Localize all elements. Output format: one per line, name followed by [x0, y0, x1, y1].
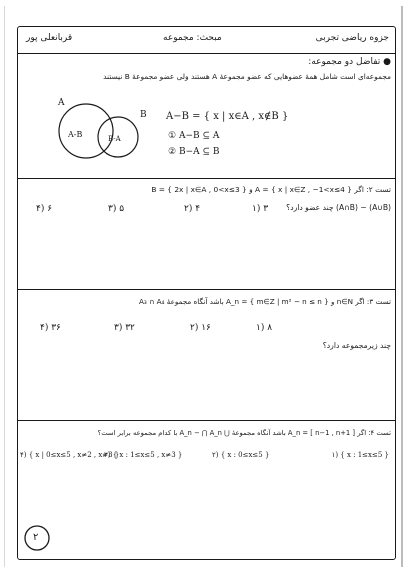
property-2 — [168, 147, 219, 157]
divider-2 — [18, 289, 395, 290]
question-2-option-1[interactable]: ۱) ۳ — [252, 204, 269, 214]
venn-label-b: B — [140, 110, 147, 120]
question-3-option-1[interactable]: ۱) ۸ — [256, 323, 273, 333]
divider-1 — [18, 178, 395, 179]
definition-text: مجموعه‌ای است شامل همهٔ عضوهایی که عضو مجموعهٔ A هستند ولی عضو مجموعهٔ B نیستند — [103, 72, 391, 81]
header-right-title: جزوه ریاضی تجربی — [315, 33, 389, 43]
venn-label-a: A — [58, 98, 65, 108]
question-4-option-1[interactable]: ۱) { x : 1≤x≤5 } — [331, 451, 389, 459]
question-2-option-4[interactable]: ۴) ۶ — [36, 204, 53, 214]
property-2-number: ② — [168, 147, 177, 157]
bullet-dot: ● — [383, 57, 391, 67]
venn-diagram — [48, 89, 158, 169]
question-4-option-4[interactable]: ۴) { x | 0≤x≤5 , x≠2 , x≠3 } — [20, 451, 120, 459]
question-2-option-3[interactable]: ۳) ۵ — [108, 204, 125, 214]
question-2-statement: تست ۲: اگر A = { x | x∈Z , −1<x≤4 } و B = { 2x | x∈A , 0<x≤3 } — [151, 185, 391, 194]
document-page — [4, 6, 403, 567]
question-3-statement: تست ۳: اگر n∈N و A_n = { m∈Z | m² − n ≤ n } باشد آنگاه مجموعهٔ A₃ ∩ A₄ — [139, 297, 391, 306]
divider-3 — [18, 420, 395, 421]
header-left-title: قربانعلی پور — [26, 33, 73, 43]
section-title-text: تفاضل دو مجموعه: — [308, 57, 381, 67]
page-number: ۲ — [33, 532, 39, 543]
property-2-text: B−A ⊆ B — [178, 147, 220, 157]
question-3-prompt: چند زیرمجموعه دارد؟ — [322, 341, 391, 350]
question-3-option-2[interactable]: ۲) ۱۶ — [190, 323, 211, 333]
property-1 — [168, 131, 219, 141]
question-3-option-3[interactable]: ۳) ۳۲ — [114, 323, 135, 333]
question-2-option-2[interactable]: ۲) ۴ — [184, 204, 201, 214]
question-3-option-4[interactable]: ۴) ۳۶ — [40, 323, 61, 333]
section-title — [308, 57, 391, 67]
header-center-title: مبحث: مجموعه — [163, 33, 222, 43]
page-frame — [17, 26, 396, 560]
venn-region-a-minus-b: A-B — [68, 130, 83, 139]
property-1-text: A−B ⊆ A — [178, 131, 220, 141]
question-4-statement: تست ۴: اگر A_n = [ n−1 , n+1 ] باشد آنگاه مجموعهٔ ⋃ A_n − ⋂ A_n با کدام مجموعه برابر است؟ — [97, 429, 391, 437]
question-2-prompt: (A∪B) − (A∩B) چند عضو دارد؟ — [286, 203, 391, 212]
difference-formula: A−B = { x | x∈A , x∉B } — [166, 111, 289, 122]
question-4-option-3[interactable]: ۳) { x : 1≤x≤5 , x≠3 } — [104, 451, 183, 459]
question-4-option-2[interactable]: ۲) { x : 0≤x≤5 } — [212, 451, 270, 459]
property-1-number: ① — [168, 131, 177, 141]
venn-region-b-minus-a: B-A — [108, 135, 121, 143]
header-divider — [18, 53, 395, 54]
